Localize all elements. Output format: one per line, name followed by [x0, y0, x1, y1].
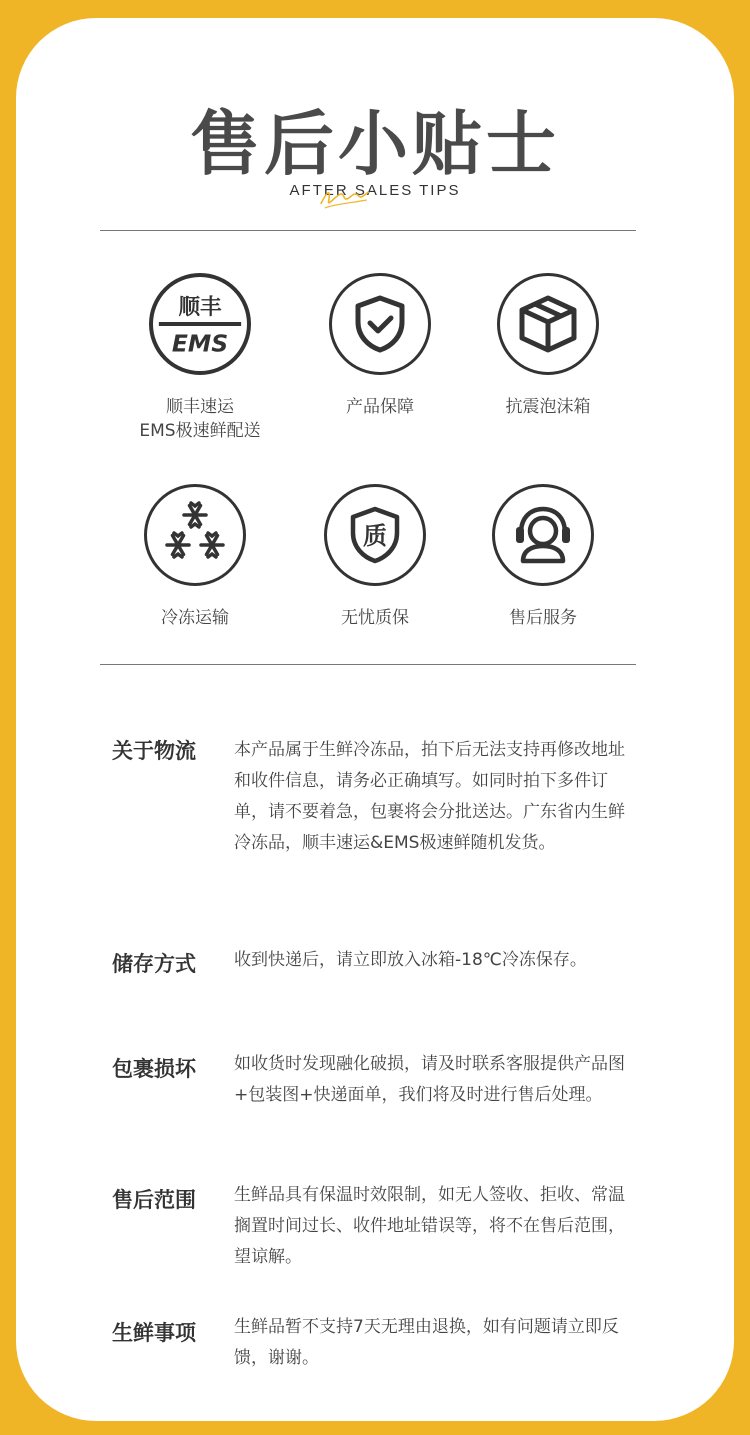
section-body: 生鲜品具有保温时效限制，如无人签收、拒收、常温搁置时间过长、收件地址错误等，将不在售后范围，望谅解。 [234, 1185, 625, 1267]
section-storage [112, 945, 652, 985]
page-title: 售后小贴士 [190, 103, 560, 185]
section-fresh-notice [112, 1312, 652, 1382]
section-heading: 售后范围 [112, 1188, 196, 1212]
section-body: 本产品属于生鲜冷冻品，拍下后无法支持再修改地址和收件信息，请务必正确填写。如同时拍下多件订单，请不要着急，包裹将会分批送达。广东省内生鲜冷冻品，顺丰速运&EMS极速鲜随机发货。 [234, 740, 625, 853]
section-heading: 关于物流 [112, 739, 196, 763]
feature-label-line1: 顺丰速运 [166, 397, 234, 417]
section-body: 收到快递后，请立即放入冰箱-18℃冷冻保存。 [234, 950, 587, 970]
logo-bottom-text: EMS [171, 329, 229, 358]
feature-after-sales [463, 484, 623, 630]
feature-label: 产品保障 [346, 397, 414, 417]
feature-sf-ems [120, 273, 280, 443]
section-heading: 生鲜事项 [112, 1321, 196, 1345]
feature-product-guarantee [300, 273, 460, 419]
feature-foam-box [468, 273, 628, 419]
headset-support-icon [492, 484, 594, 586]
feature-quality-warranty [295, 484, 455, 630]
page-subtitle: AFTER SALES TIPS [289, 182, 461, 199]
badge-char: 质 [363, 522, 387, 550]
top-divider [100, 230, 636, 231]
quality-badge-icon [324, 484, 426, 586]
feature-label: 售后服务 [509, 608, 577, 628]
section-scope [112, 1180, 652, 1280]
feature-frozen-transport [115, 484, 275, 630]
shield-check-icon [329, 273, 431, 375]
box-icon [497, 273, 599, 375]
logo-top-text: 顺丰 [178, 295, 222, 321]
middle-divider [100, 664, 636, 665]
section-heading: 包裹损坏 [112, 1057, 196, 1081]
snowflake-icon [144, 484, 246, 586]
section-heading: 储存方式 [112, 952, 196, 976]
sf-ems-logo-icon [149, 273, 251, 375]
feature-label: 无忧质保 [341, 608, 409, 628]
section-logistics [112, 735, 652, 865]
feature-label: 冷冻运输 [161, 608, 229, 628]
section-damage [112, 1049, 652, 1119]
feature-label: 抗震泡沫箱 [505, 397, 591, 417]
feature-label-line2: EMS极速鲜配送 [139, 421, 261, 441]
signature-mark-icon [315, 182, 375, 212]
section-body: 生鲜品暂不支持7天无理由退换，如有问题请立即反馈，谢谢。 [234, 1317, 619, 1368]
section-body: 如收货时发现融化破损，请及时联系客服提供产品图+包装图+快递面单，我们将及时进行售后处理。 [234, 1054, 625, 1105]
subtitle-wrap [0, 180, 750, 199]
feature-label [120, 395, 280, 443]
